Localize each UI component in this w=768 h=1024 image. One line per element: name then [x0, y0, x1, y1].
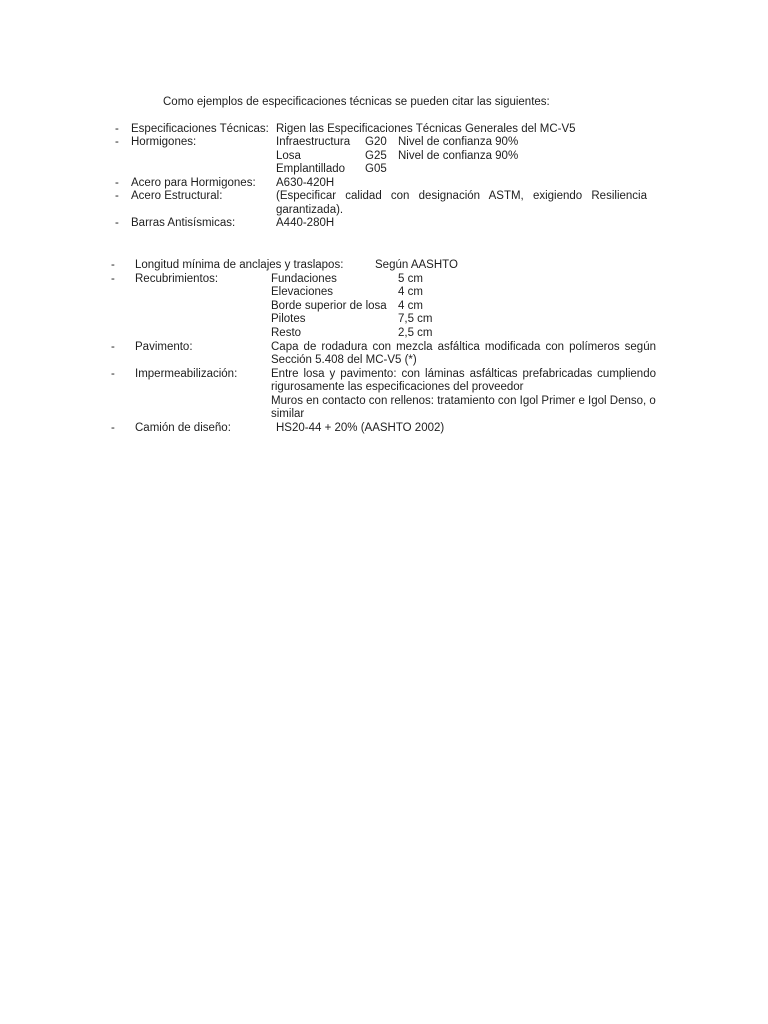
- longitud-label: Longitud mínima de anclajes y traslapos:: [135, 259, 344, 271]
- recubrimiento-value: 2,5 cm: [398, 327, 433, 339]
- bullet-dash: -: [115, 190, 119, 202]
- acero-hormigones-label: Acero para Hormigones:: [131, 177, 256, 189]
- spec-value: Rigen las Especificaciones Técnicas Generales del MC-V5: [276, 123, 576, 135]
- hormigon-name: Infraestructura: [276, 136, 351, 148]
- spec-label: Especificaciones Técnicas:: [131, 123, 269, 135]
- longitud-value: Según AASHTO: [375, 259, 458, 271]
- intro-text: Como ejemplos de especificaciones técnicas se pueden citar las siguientes:: [163, 96, 550, 108]
- recubrimiento-value: 4 cm: [398, 300, 423, 312]
- barras-value: A440-280H: [276, 217, 335, 229]
- bullet-dash: -: [115, 136, 119, 148]
- recubrimiento-name: Resto: [271, 327, 302, 339]
- impermeabilizacion-line: rigurosamente las especificaciones del proveedor: [271, 381, 524, 393]
- bullet-dash: -: [111, 273, 115, 285]
- bullet-dash: -: [111, 259, 115, 271]
- impermeabilizacion-line: similar: [271, 408, 305, 420]
- hormigon-grade: G20: [365, 136, 387, 148]
- recubrimiento-name: Borde superior de losa: [271, 300, 387, 312]
- acero-estructural-line: (Especificar calidad con designación ASTM, exigiendo Resiliencia: [276, 190, 647, 202]
- camion-value: HS20-44 + 20% (AASHTO 2002): [276, 422, 445, 434]
- hormigon-grade: G25: [365, 150, 387, 162]
- recubrimiento-name: Elevaciones: [271, 286, 334, 298]
- hormigon-name: Emplantillado: [276, 163, 346, 175]
- bullet-dash: -: [111, 422, 115, 434]
- hormigones-label: Hormigones:: [131, 136, 197, 148]
- acero-hormigones-value: A630-420H: [276, 177, 335, 189]
- impermeabilizacion-label: Impermeabilización:: [135, 368, 238, 380]
- bullet-dash: -: [111, 341, 115, 353]
- hormigon-grade: G05: [365, 163, 387, 175]
- recubrimiento-value: 7,5 cm: [398, 313, 433, 325]
- recubrimientos-label: Recubrimientos:: [135, 273, 219, 285]
- pavimento-line: Sección 5.408 del MC-V5 (*): [271, 354, 417, 366]
- acero-estructural-line: garantizada).: [276, 204, 344, 216]
- hormigon-name: Losa: [276, 150, 301, 162]
- bullet-dash: -: [111, 368, 115, 380]
- recubrimiento-value: 5 cm: [398, 273, 423, 285]
- bullet-dash: -: [115, 217, 119, 229]
- acero-estructural-label: Acero Estructural:: [131, 190, 223, 202]
- hormigon-confidence: Nivel de confianza 90%: [398, 150, 519, 162]
- impermeabilizacion-line: Entre losa y pavimento: con láminas asfálticas prefabricadas cumpliendo: [271, 368, 656, 380]
- camion-label: Camión de diseño:: [135, 422, 231, 434]
- bullet-dash: -: [115, 123, 119, 135]
- recubrimiento-value: 4 cm: [398, 286, 423, 298]
- pavimento-label: Pavimento:: [135, 341, 193, 353]
- hormigon-confidence: Nivel de confianza 90%: [398, 136, 519, 148]
- recubrimiento-name: Pilotes: [271, 313, 306, 325]
- bullet-dash: -: [115, 177, 119, 189]
- barras-label: Barras Antisísmicas:: [131, 217, 236, 229]
- pavimento-line: Capa de rodadura con mezcla asfáltica modificada con polímeros según: [271, 341, 656, 353]
- impermeabilizacion-line: Muros en contacto con rellenos: tratamiento con Igol Primer e Igol Denso, o: [271, 395, 656, 407]
- recubrimiento-name: Fundaciones: [271, 273, 337, 285]
